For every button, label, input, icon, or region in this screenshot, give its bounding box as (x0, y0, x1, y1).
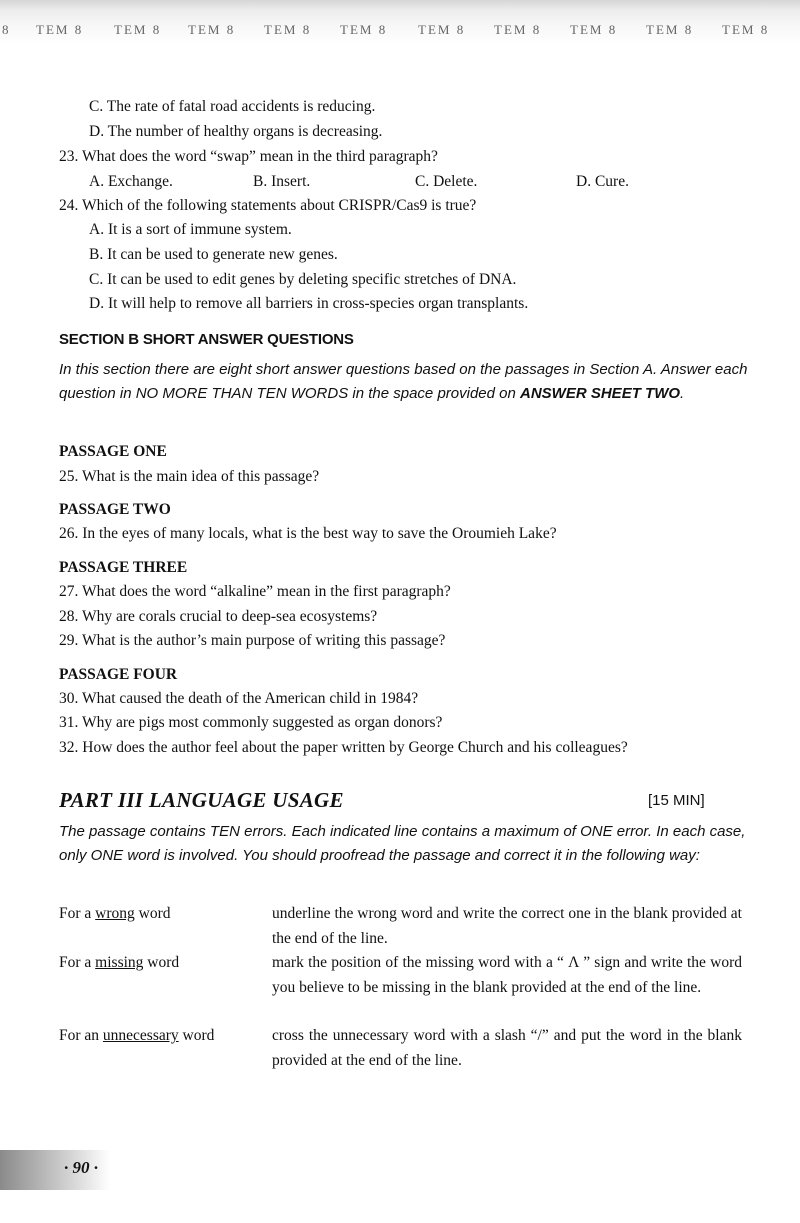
q23-option-d: D. Cure. (576, 173, 629, 190)
rule-label-suffix: word (143, 954, 180, 971)
header-label: TEM 8 (646, 22, 694, 37)
header-label: TEM 8 (36, 22, 84, 37)
rule-label-prefix: For a (59, 905, 96, 922)
q26-stem: 26. In the eyes of many locals, what is the best way to save the Oroumieh Lake? (59, 525, 557, 542)
passage-four-heading: PASSAGE FOUR (59, 666, 178, 683)
section-b-instructions (59, 358, 749, 406)
rule-unnecessary-description: cross the unnecessary word with a slash “/” and put the word in the blank provided at the end of the line. (272, 1027, 742, 1069)
q27-stem: 27. What does the word “alkaline” mean in the first paragraph? (59, 583, 451, 600)
q22-option-c: C. The rate of fatal road accidents is reducing. (89, 98, 376, 115)
header-label: TEM 8 (264, 22, 312, 37)
rule-keyword: wrong (95, 905, 135, 922)
header-label: TEM 8 (418, 22, 466, 37)
rule-wrong-label (59, 902, 171, 926)
q32-stem: 32. How does the author feel about the paper written by George Church and his colleagues? (59, 739, 628, 756)
rule-missing-description: mark the position of the missing word with a “ Λ ” sign and write the word you believe to be missing in the blank provided at the end of the line. (272, 954, 742, 996)
q25-stem: 25. What is the main idea of this passage? (59, 468, 320, 485)
header-label: TEM 8 (188, 22, 236, 37)
answer-sheet-two-label: ANSWER SHEET TWO (520, 385, 681, 402)
q24-stem: 24. Which of the following statements about CRISPR/Cas9 is true? (59, 197, 477, 214)
q28-stem: 28. Why are corals crucial to deep-sea ecosystems? (59, 608, 378, 625)
rule-label-suffix: word (134, 905, 171, 922)
q24-option-d: D. It will help to remove all barriers in cross-species organ transplants. (89, 295, 529, 312)
part-iii-instructions: The passage contains TEN errors. Each indicated line contains a maximum of ONE error. In each case, only ONE word is involved. You should proofread the passage and correct it in the following way: (59, 823, 746, 864)
q31-stem: 31. Why are pigs most commonly suggested as organ donors? (59, 714, 443, 731)
rule-wrong-description: underline the wrong word and write the correct one in the blank provided at the end of the line. (272, 905, 742, 947)
q24-option-a: A. It is a sort of immune system. (89, 221, 292, 238)
passage-two-heading: PASSAGE TWO (59, 501, 171, 518)
header-label: TEM 8 (340, 22, 388, 37)
header-label: TEM 8 (722, 22, 770, 37)
passage-one-heading: PASSAGE ONE (59, 443, 167, 460)
section-b-instructions-text: In this section there are eight short answer questions based on the passages in Section A. Answer each question in NO MORE THAN TEN WORDS in the space provided on (59, 361, 748, 402)
q23-stem: 23. What does the word “swap” mean in the third paragraph? (59, 148, 438, 165)
rule-keyword: missing (95, 954, 144, 971)
header-label: TEM 8 (570, 22, 618, 37)
rule-unnecessary-label (59, 1024, 214, 1048)
rule-keyword: unnecessary (102, 1027, 179, 1044)
q29-stem: 29. What is the author’s main purpose of writing this passage? (59, 632, 446, 649)
section-b-title: SECTION B SHORT ANSWER QUESTIONS (59, 331, 354, 348)
q22-option-d: D. The number of healthy organs is decreasing. (89, 123, 383, 140)
q24-option-c: C. It can be used to edit genes by deleting specific stretches of DNA. (89, 271, 517, 288)
header-label: 8 (2, 22, 11, 37)
section-b-instructions-end: . (680, 385, 685, 402)
q23-option-b: B. Insert. (253, 173, 311, 190)
header-label: TEM 8 (494, 22, 542, 37)
q23-option-a: A. Exchange. (89, 173, 173, 190)
page-number: · 90 · (64, 1158, 98, 1177)
header-label: TEM 8 (114, 22, 162, 37)
part-iii-title: PART III LANGUAGE USAGE (59, 788, 344, 812)
rule-label-suffix: word (178, 1027, 215, 1044)
page-header-strip (0, 0, 800, 44)
rule-missing-label (59, 951, 179, 975)
q23-option-c: C. Delete. (415, 173, 478, 190)
part-iii-time: [15 MIN] (648, 792, 705, 809)
rule-label-prefix: For an (59, 1027, 103, 1044)
q24-option-b: B. It can be used to generate new genes. (89, 246, 338, 263)
q30-stem: 30. What caused the death of the American child in 1984? (59, 690, 419, 707)
passage-three-heading: PASSAGE THREE (59, 559, 188, 576)
rule-label-prefix: For a (59, 954, 96, 971)
